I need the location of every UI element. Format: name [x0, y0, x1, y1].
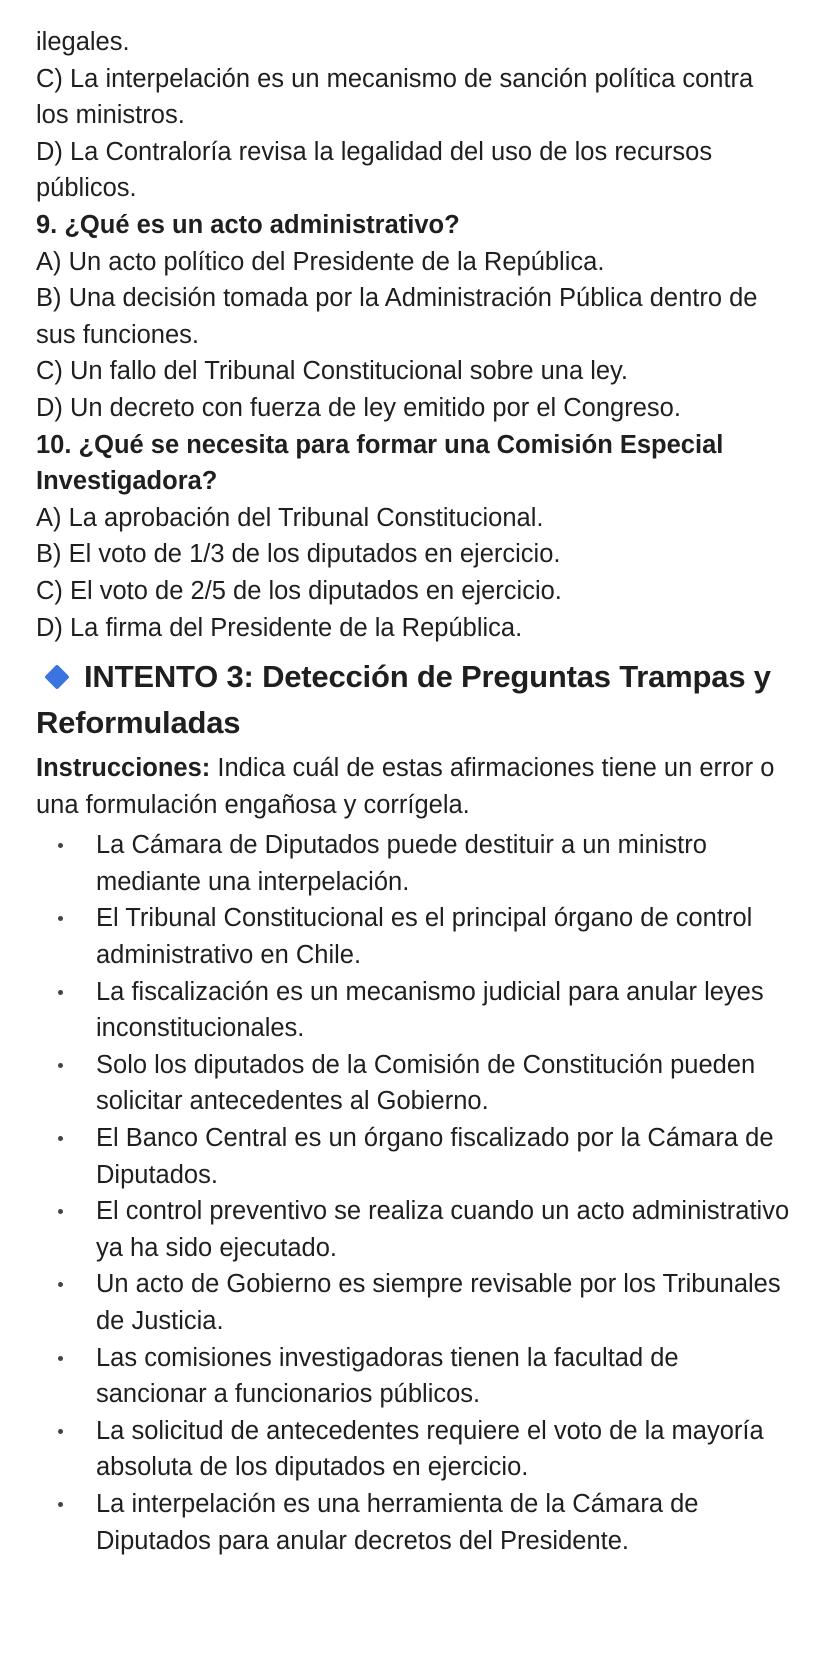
answer-option: B) Una decisión tomada por la Administración Pública dentro de sus funciones.: [36, 284, 758, 349]
bullet-icon: [58, 1282, 63, 1287]
bullet-icon: [58, 1502, 63, 1507]
instructions: [36, 750, 792, 823]
answer-option: C) Un fallo del Tribunal Constitucional sobre una ley.: [36, 357, 629, 386]
bullet-icon: [58, 1063, 63, 1068]
list-item: [36, 1193, 792, 1266]
question-title: 10. ¿Qué se necesita para formar una Comisión Especial Investigadora?: [36, 430, 724, 496]
list-item: [36, 1413, 792, 1486]
statement-list: [36, 827, 792, 1559]
statement-text: La solicitud de antecedentes requiere el voto de la mayoría absoluta de los diputados en ejercicio.: [96, 1416, 764, 1482]
statement-text: La interpelación es una herramienta de la Cámara de Diputados para anular decretos del Presidente.: [96, 1489, 699, 1555]
bullet-icon: [58, 843, 63, 848]
blue-diamond-icon: [44, 664, 69, 689]
bullet-icon: [58, 1429, 63, 1434]
question-title: 9. ¿Qué es un acto administrativo?: [36, 210, 460, 239]
answer-option: C) La interpelación es un mecanismo de sanción política contra los ministros.: [36, 64, 754, 130]
answer-option: C) El voto de 2/5 de los diputados en ejercicio.: [36, 576, 562, 605]
bullet-icon: [58, 990, 63, 995]
statement-text: Solo los diputados de la Comisión de Constitución pueden solicitar antecedentes al Gobierno.: [96, 1050, 756, 1116]
text-fragment: ilegales.: [36, 28, 130, 56]
statement-text: Las comisiones investigadoras tienen la facultad de sancionar a funcionarios públicos.: [96, 1343, 679, 1409]
instructions-label: Instrucciones:: [36, 754, 211, 783]
list-item: [36, 827, 792, 900]
list-item: [36, 1486, 792, 1559]
statement-text: Un acto de Gobierno es siempre revisable por los Tribunales de Justicia.: [96, 1270, 781, 1335]
list-item: [36, 1340, 792, 1413]
answer-option: D) La Contraloría revisa la legalidad del uso de los recursos públicos.: [36, 137, 713, 203]
list-item: [36, 1266, 792, 1339]
bullet-icon: [58, 916, 63, 921]
question-10: [36, 427, 792, 647]
list-item: [36, 1047, 792, 1120]
list-item: [36, 900, 792, 973]
section-title-text: INTENTO 3: Detección de Preguntas Trampas y Reformuladas: [36, 659, 771, 741]
statement-text: La Cámara de Diputados puede destituir a un ministro mediante una interpelación.: [96, 831, 707, 896]
statement-text: El Banco Central es un órgano fiscalizado por la Cámara de Diputados.: [96, 1124, 774, 1189]
answer-option: D) La firma del Presidente de la República.: [36, 613, 523, 642]
statement-text: La fiscalización es un mecanismo judicial para anular leyes inconstitucionales.: [96, 977, 764, 1043]
statement-text: El Tribunal Constitucional es el principal órgano de control administrativo en Chile.: [96, 904, 753, 970]
list-item: [36, 1120, 792, 1193]
bullet-icon: [58, 1136, 63, 1141]
question-9: [36, 207, 792, 427]
previous-question-tail: [36, 24, 792, 207]
instructions-text: Indica cuál de estas afirmaciones tiene un error o una formulación engañosa y corrígela.: [36, 754, 775, 819]
bullet-icon: [58, 1356, 63, 1361]
statement-text: El control preventivo se realiza cuando un acto administrativo ya ha sido ejecutado.: [96, 1197, 790, 1262]
bullet-icon: [58, 1209, 63, 1214]
section-heading: [36, 654, 792, 746]
answer-option: B) El voto de 1/3 de los diputados en ejercicio.: [36, 540, 561, 569]
answer-option: D) Un decreto con fuerza de ley emitido por el Congreso.: [36, 393, 681, 422]
list-item: [36, 974, 792, 1047]
answer-option: A) Un acto político del Presidente de la República.: [36, 247, 605, 276]
answer-option: A) La aprobación del Tribunal Constitucional.: [36, 503, 544, 532]
